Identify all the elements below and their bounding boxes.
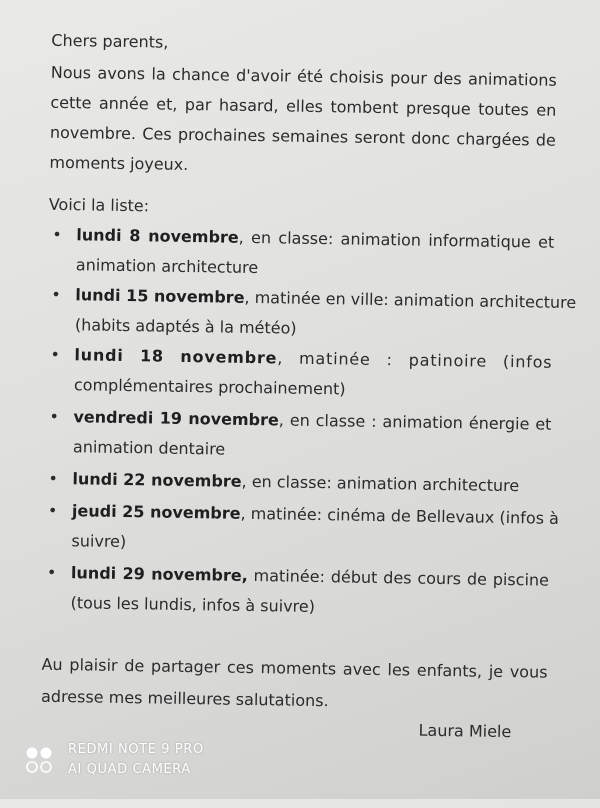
bullet: • bbox=[46, 562, 57, 582]
intro-line-3: novembre. Ces prochaines semaines seront donc chargées de bbox=[49, 122, 557, 150]
dual-circle-camera-icon bbox=[24, 744, 56, 776]
item-text: , matinée : patinoire (infos bbox=[277, 348, 553, 372]
intro-line-4: moments joyeux. bbox=[49, 152, 189, 174]
bullet: • bbox=[48, 468, 59, 488]
list-item-continuation: animation dentaire bbox=[72, 437, 226, 459]
item-text: , matinée: cinéma de Bellevaux (infos à bbox=[240, 503, 560, 528]
bullet: • bbox=[47, 500, 58, 520]
intro-line-1: Nous avons la chance d'avoir été choisis pour des animations bbox=[50, 62, 557, 90]
greeting: Chers parents, bbox=[51, 30, 169, 52]
bullet: • bbox=[50, 344, 61, 364]
item-text: , matinée en ville: animation architecture bbox=[244, 287, 577, 313]
item-text: , en classe : animation énergie et bbox=[278, 410, 552, 434]
closing-line-2: adresse mes meilleures salutations. bbox=[40, 686, 329, 711]
intro-line-2: cette année et, par hasard, elles tombent presque toutes en bbox=[50, 92, 557, 120]
closing-line-1: Au plaisir de partager ces moments avec les enfants, je vous bbox=[41, 654, 548, 682]
item-date: vendredi 19 novembre bbox=[73, 407, 279, 430]
item-date: lundi 15 novembre bbox=[75, 285, 245, 307]
list-item-continuation: suivre) bbox=[71, 531, 127, 552]
watermark-line-2: AI QUAD CAMERA bbox=[68, 762, 191, 777]
item-date: lundi 22 novembre bbox=[72, 469, 242, 491]
watermark-line-1: REDMI NOTE 9 PRO bbox=[68, 742, 204, 757]
bullet: • bbox=[51, 284, 61, 304]
list-item-continuation: (habits adaptés à la météo) bbox=[74, 315, 297, 338]
item-text: , en classe: animation informatique et bbox=[238, 227, 555, 252]
list-title: Voici la liste: bbox=[48, 194, 150, 216]
item-date: jeudi 25 novembre bbox=[71, 501, 241, 523]
list-item-continuation: animation architecture bbox=[75, 255, 259, 278]
item-date: lundi 18 novembre bbox=[74, 345, 278, 368]
signature: Laura Miele bbox=[418, 720, 512, 742]
list-item-continuation: complémentaires prochainement) bbox=[73, 375, 346, 399]
item-date: lundi 8 novembre bbox=[76, 225, 239, 247]
item-text: matinée: début des cours de piscine bbox=[247, 565, 550, 590]
item-text: , en classe: animation architecture bbox=[241, 471, 520, 496]
bullet: • bbox=[49, 406, 60, 426]
bullet: • bbox=[52, 224, 62, 244]
item-date: lundi 29 novembre, bbox=[70, 563, 248, 585]
list-item-continuation: (tous les lundis, infos à suivre) bbox=[70, 593, 316, 617]
